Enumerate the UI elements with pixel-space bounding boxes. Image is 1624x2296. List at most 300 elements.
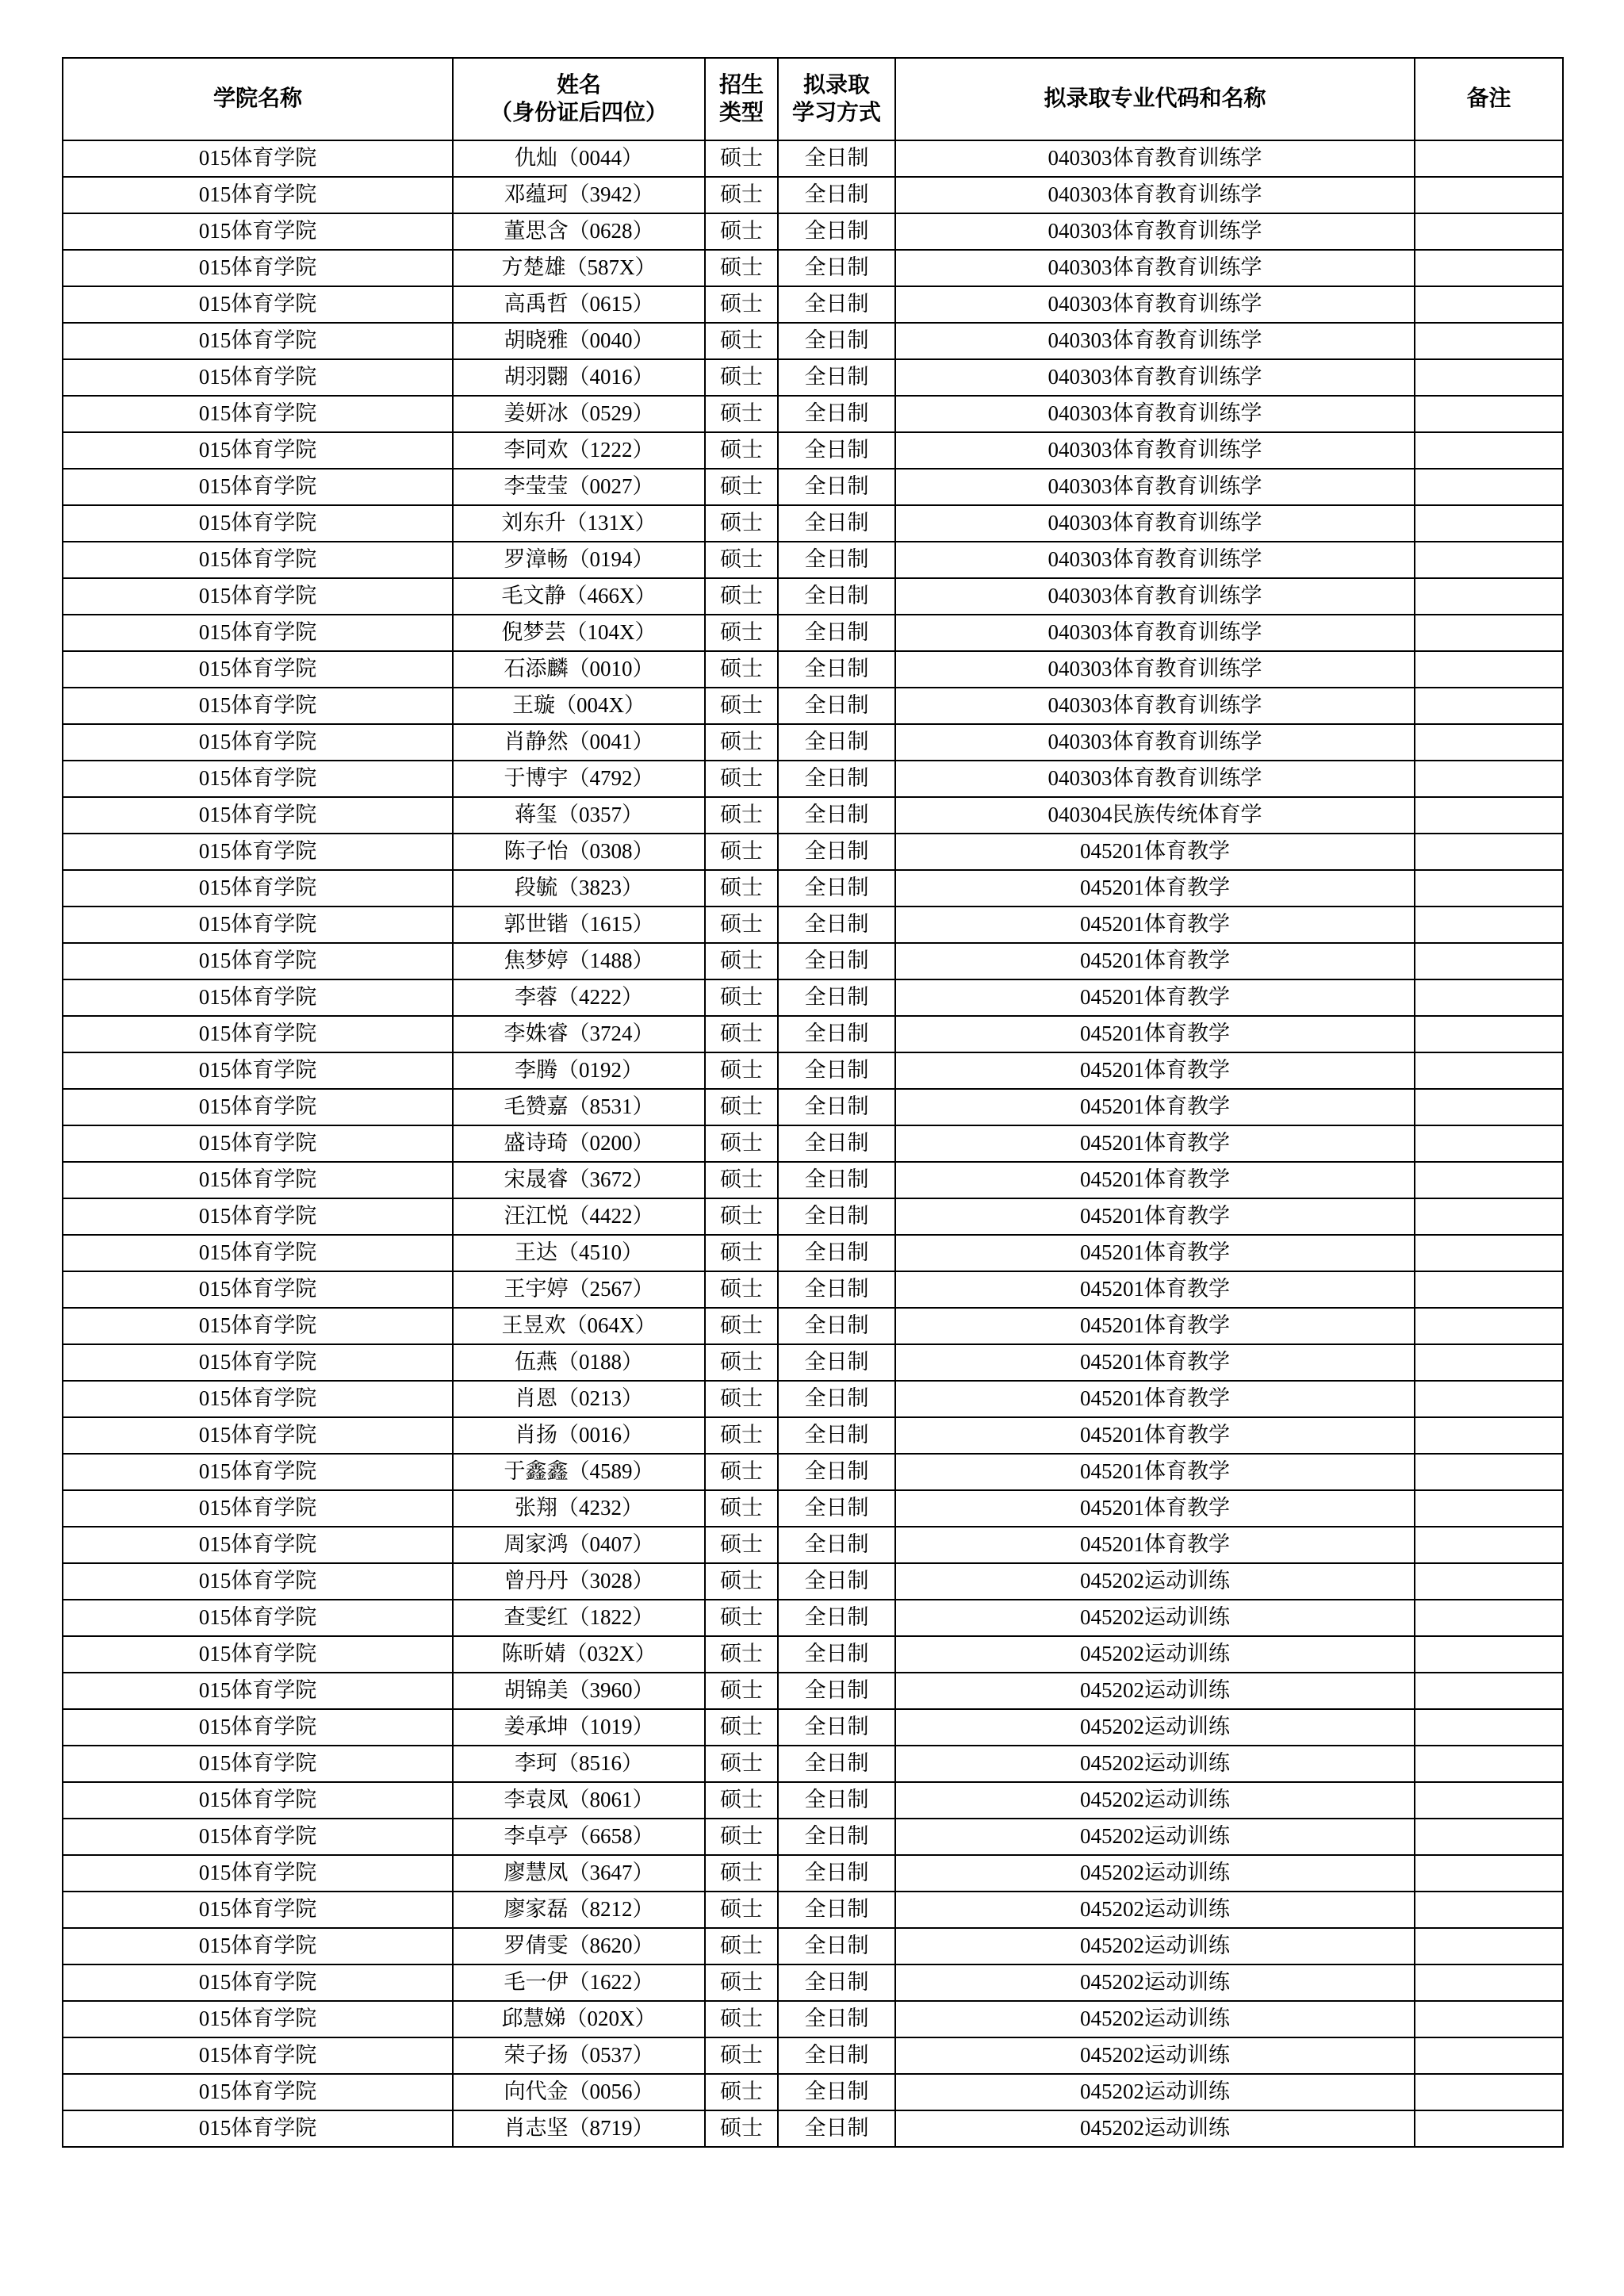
cell-name: 刘东升（131X）	[453, 505, 705, 542]
cell-type: 硕士	[705, 469, 778, 505]
cell-type: 硕士	[705, 1964, 778, 2001]
cell-name: 郭世锴（1615）	[453, 907, 705, 943]
cell-name: 姜承坤（1019）	[453, 1709, 705, 1746]
cell-name: 伍燕（0188）	[453, 1344, 705, 1381]
cell-college: 015体育学院	[63, 943, 453, 979]
cell-major: 040303体育教育训练学	[895, 286, 1415, 323]
cell-major: 045201体育教学	[895, 1381, 1415, 1417]
cell-mode: 全日制	[778, 724, 895, 761]
cell-remark	[1415, 1089, 1563, 1125]
cell-type: 硕士	[705, 432, 778, 469]
cell-type: 硕士	[705, 542, 778, 578]
cell-type: 硕士	[705, 1527, 778, 1563]
table-row	[63, 1490, 1563, 1527]
cell-name: 张翔（4232）	[453, 1490, 705, 1527]
cell-remark	[1415, 1709, 1563, 1746]
cell-remark	[1415, 213, 1563, 250]
cell-major: 045202运动训练	[895, 1673, 1415, 1709]
table-row	[63, 1782, 1563, 1819]
cell-college: 015体育学院	[63, 1016, 453, 1052]
cell-major: 045201体育教学	[895, 1089, 1415, 1125]
cell-name: 罗漳畅（0194）	[453, 542, 705, 578]
cell-mode: 全日制	[778, 578, 895, 615]
cell-college: 015体育学院	[63, 250, 453, 286]
table-row	[63, 140, 1563, 177]
table-row	[63, 1746, 1563, 1782]
cell-type: 硕士	[705, 1673, 778, 1709]
cell-name: 李蓉（4222）	[453, 979, 705, 1016]
cell-major: 045202运动训练	[895, 1892, 1415, 1928]
cell-name: 肖志坚（8719）	[453, 2110, 705, 2147]
cell-major: 040303体育教育训练学	[895, 724, 1415, 761]
cell-major: 045202运动训练	[895, 1855, 1415, 1892]
cell-name: 毛一伊（1622）	[453, 1964, 705, 2001]
cell-mode: 全日制	[778, 1892, 895, 1928]
cell-college: 015体育学院	[63, 797, 453, 834]
cell-name: 罗倩雯（8620）	[453, 1928, 705, 1964]
cell-type: 硕士	[705, 1490, 778, 1527]
cell-type: 硕士	[705, 1125, 778, 1162]
cell-remark	[1415, 1198, 1563, 1235]
cell-name: 肖扬（0016）	[453, 1417, 705, 1454]
cell-name: 倪梦芸（104X）	[453, 615, 705, 651]
cell-name: 陈子怡（0308）	[453, 834, 705, 870]
cell-name: 王达（4510）	[453, 1235, 705, 1271]
cell-college: 015体育学院	[63, 651, 453, 688]
cell-major: 040303体育教育训练学	[895, 615, 1415, 651]
cell-college: 015体育学院	[63, 469, 453, 505]
cell-type: 硕士	[705, 1052, 778, 1089]
cell-name: 邓蕴珂（3942）	[453, 177, 705, 213]
cell-major: 040303体育教育训练学	[895, 505, 1415, 542]
cell-remark	[1415, 323, 1563, 359]
table-row	[63, 1709, 1563, 1746]
cell-type: 硕士	[705, 1928, 778, 1964]
cell-name: 段毓（3823）	[453, 870, 705, 907]
cell-major: 040303体育教育训练学	[895, 688, 1415, 724]
cell-name: 李袁凤（8061）	[453, 1782, 705, 1819]
cell-major: 045201体育教学	[895, 907, 1415, 943]
cell-major: 040303体育教育训练学	[895, 140, 1415, 177]
cell-type: 硕士	[705, 359, 778, 396]
table-row	[63, 1636, 1563, 1673]
table-row	[63, 1125, 1563, 1162]
table-row	[63, 1892, 1563, 1928]
cell-mode: 全日制	[778, 177, 895, 213]
cell-college: 015体育学院	[63, 1198, 453, 1235]
cell-type: 硕士	[705, 1892, 778, 1928]
cell-remark	[1415, 2001, 1563, 2037]
column-header-type-line1: 招生	[718, 73, 764, 98]
cell-name: 查雯红（1822）	[453, 1600, 705, 1636]
cell-mode: 全日制	[778, 1782, 895, 1819]
cell-type: 硕士	[705, 834, 778, 870]
cell-college: 015体育学院	[63, 870, 453, 907]
cell-major: 045201体育教学	[895, 1344, 1415, 1381]
cell-mode: 全日制	[778, 1417, 895, 1454]
cell-college: 015体育学院	[63, 761, 453, 797]
cell-mode: 全日制	[778, 834, 895, 870]
cell-type: 硕士	[705, 1782, 778, 1819]
cell-college: 015体育学院	[63, 323, 453, 359]
table-row	[63, 1235, 1563, 1271]
cell-name: 董思含（0628）	[453, 213, 705, 250]
table-row	[63, 396, 1563, 432]
cell-mode: 全日制	[778, 1928, 895, 1964]
cell-type: 硕士	[705, 578, 778, 615]
cell-college: 015体育学院	[63, 2074, 453, 2110]
cell-remark	[1415, 724, 1563, 761]
cell-mode: 全日制	[778, 1527, 895, 1563]
cell-remark	[1415, 1235, 1563, 1271]
column-header-name-line2: （身份证后四位）	[489, 101, 668, 125]
cell-name: 高禹哲（0615）	[453, 286, 705, 323]
cell-mode: 全日制	[778, 1125, 895, 1162]
cell-college: 015体育学院	[63, 1125, 453, 1162]
column-header-type-line2: 类型	[718, 101, 764, 125]
cell-remark	[1415, 1563, 1563, 1600]
cell-mode: 全日制	[778, 979, 895, 1016]
cell-college: 015体育学院	[63, 396, 453, 432]
table-row	[63, 1162, 1563, 1198]
cell-major: 045202运动训练	[895, 1819, 1415, 1855]
cell-type: 硕士	[705, 2037, 778, 2074]
cell-major: 040303体育教育训练学	[895, 396, 1415, 432]
cell-major: 045201体育教学	[895, 834, 1415, 870]
cell-name: 李腾（0192）	[453, 1052, 705, 1089]
cell-college: 015体育学院	[63, 1563, 453, 1600]
cell-college: 015体育学院	[63, 505, 453, 542]
column-header-major: 拟录取专业代码和名称	[895, 58, 1415, 140]
cell-name: 廖慧凤（3647）	[453, 1855, 705, 1892]
cell-name: 向代金（0056）	[453, 2074, 705, 2110]
cell-major: 045201体育教学	[895, 870, 1415, 907]
column-header-mode	[778, 58, 895, 140]
cell-major: 045201体育教学	[895, 1527, 1415, 1563]
cell-mode: 全日制	[778, 1454, 895, 1490]
cell-mode: 全日制	[778, 1089, 895, 1125]
table-row	[63, 870, 1563, 907]
cell-type: 硕士	[705, 2074, 778, 2110]
cell-type: 硕士	[705, 1198, 778, 1235]
cell-type: 硕士	[705, 1746, 778, 1782]
cell-major: 045201体育教学	[895, 1490, 1415, 1527]
table-row	[63, 615, 1563, 651]
cell-remark	[1415, 797, 1563, 834]
cell-name: 陈昕婧（032X）	[453, 1636, 705, 1673]
cell-mode: 全日制	[778, 542, 895, 578]
cell-type: 硕士	[705, 323, 778, 359]
table-row	[63, 724, 1563, 761]
cell-type: 硕士	[705, 1271, 778, 1308]
cell-mode: 全日制	[778, 396, 895, 432]
cell-name: 曾丹丹（3028）	[453, 1563, 705, 1600]
cell-type: 硕士	[705, 979, 778, 1016]
cell-mode: 全日制	[778, 286, 895, 323]
table-row	[63, 1344, 1563, 1381]
admission-list-table	[62, 57, 1564, 2148]
cell-name: 于博宇（4792）	[453, 761, 705, 797]
cell-major: 045201体育教学	[895, 943, 1415, 979]
cell-major: 045201体育教学	[895, 1308, 1415, 1344]
table-row	[63, 651, 1563, 688]
cell-college: 015体育学院	[63, 1089, 453, 1125]
cell-type: 硕士	[705, 1417, 778, 1454]
cell-college: 015体育学院	[63, 2001, 453, 2037]
cell-remark	[1415, 578, 1563, 615]
cell-major: 045201体育教学	[895, 1125, 1415, 1162]
cell-remark	[1415, 1052, 1563, 1089]
cell-remark	[1415, 396, 1563, 432]
cell-mode: 全日制	[778, 943, 895, 979]
cell-mode: 全日制	[778, 1308, 895, 1344]
column-header-mode-line2: 学习方式	[791, 101, 881, 125]
cell-remark	[1415, 1454, 1563, 1490]
cell-remark	[1415, 1928, 1563, 1964]
cell-type: 硕士	[705, 396, 778, 432]
cell-remark	[1415, 870, 1563, 907]
cell-remark	[1415, 1527, 1563, 1563]
cell-remark	[1415, 2037, 1563, 2074]
cell-major: 045201体育教学	[895, 1198, 1415, 1235]
cell-college: 015体育学院	[63, 1052, 453, 1089]
cell-name: 石添麟（0010）	[453, 651, 705, 688]
column-header-college: 学院名称	[63, 58, 453, 140]
cell-type: 硕士	[705, 505, 778, 542]
cell-college: 015体育学院	[63, 1928, 453, 1964]
cell-mode: 全日制	[778, 1964, 895, 2001]
cell-mode: 全日制	[778, 250, 895, 286]
cell-college: 015体育学院	[63, 140, 453, 177]
cell-major: 040303体育教育训练学	[895, 651, 1415, 688]
cell-type: 硕士	[705, 250, 778, 286]
cell-type: 硕士	[705, 1381, 778, 1417]
table-row	[63, 1198, 1563, 1235]
cell-mode: 全日制	[778, 761, 895, 797]
cell-major: 045201体育教学	[895, 1052, 1415, 1089]
cell-type: 硕士	[705, 1563, 778, 1600]
cell-college: 015体育学院	[63, 1746, 453, 1782]
cell-remark	[1415, 1746, 1563, 1782]
cell-name: 李珂（8516）	[453, 1746, 705, 1782]
cell-major: 045201体育教学	[895, 1162, 1415, 1198]
cell-remark	[1415, 250, 1563, 286]
cell-mode: 全日制	[778, 1490, 895, 1527]
table-row	[63, 1563, 1563, 1600]
table-header-row	[63, 58, 1563, 140]
table-row	[63, 250, 1563, 286]
cell-mode: 全日制	[778, 359, 895, 396]
cell-college: 015体育学院	[63, 1162, 453, 1198]
table-row	[63, 1819, 1563, 1855]
table-row	[63, 578, 1563, 615]
table-row	[63, 359, 1563, 396]
cell-major: 045202运动训练	[895, 1964, 1415, 2001]
cell-name: 方楚雄（587X）	[453, 250, 705, 286]
cell-remark	[1415, 1855, 1563, 1892]
cell-remark	[1415, 1271, 1563, 1308]
cell-remark	[1415, 1964, 1563, 2001]
table-row	[63, 2037, 1563, 2074]
cell-mode: 全日制	[778, 1162, 895, 1198]
cell-type: 硕士	[705, 1235, 778, 1271]
cell-college: 015体育学院	[63, 1892, 453, 1928]
cell-major: 045201体育教学	[895, 1235, 1415, 1271]
cell-major: 045202运动训练	[895, 1782, 1415, 1819]
cell-remark	[1415, 1819, 1563, 1855]
cell-major: 040303体育教育训练学	[895, 359, 1415, 396]
cell-mode: 全日制	[778, 797, 895, 834]
cell-college: 015体育学院	[63, 1600, 453, 1636]
table-row	[63, 1089, 1563, 1125]
cell-name: 周家鸿（0407）	[453, 1527, 705, 1563]
cell-type: 硕士	[705, 1089, 778, 1125]
cell-mode: 全日制	[778, 432, 895, 469]
table-row	[63, 979, 1563, 1016]
cell-college: 015体育学院	[63, 1381, 453, 1417]
cell-mode: 全日制	[778, 1819, 895, 1855]
cell-type: 硕士	[705, 651, 778, 688]
cell-mode: 全日制	[778, 323, 895, 359]
cell-type: 硕士	[705, 2110, 778, 2147]
cell-name: 汪江悦（4422）	[453, 1198, 705, 1235]
cell-type: 硕士	[705, 615, 778, 651]
cell-remark	[1415, 761, 1563, 797]
cell-college: 015体育学院	[63, 578, 453, 615]
cell-major: 040303体育教育训练学	[895, 542, 1415, 578]
cell-mode: 全日制	[778, 2001, 895, 2037]
cell-mode: 全日制	[778, 1344, 895, 1381]
table-row	[63, 1417, 1563, 1454]
table-row	[63, 2001, 1563, 2037]
cell-college: 015体育学院	[63, 359, 453, 396]
cell-major: 045201体育教学	[895, 1271, 1415, 1308]
cell-type: 硕士	[705, 1454, 778, 1490]
cell-college: 015体育学院	[63, 213, 453, 250]
cell-name: 姜妍冰（0529）	[453, 396, 705, 432]
cell-remark	[1415, 140, 1563, 177]
cell-college: 015体育学院	[63, 979, 453, 1016]
cell-college: 015体育学院	[63, 1454, 453, 1490]
cell-major: 045201体育教学	[895, 1016, 1415, 1052]
cell-college: 015体育学院	[63, 1855, 453, 1892]
table-row	[63, 1928, 1563, 1964]
cell-remark	[1415, 1162, 1563, 1198]
cell-mode: 全日制	[778, 1198, 895, 1235]
cell-type: 硕士	[705, 2001, 778, 2037]
cell-type: 硕士	[705, 1636, 778, 1673]
cell-remark	[1415, 1892, 1563, 1928]
cell-mode: 全日制	[778, 1636, 895, 1673]
cell-college: 015体育学院	[63, 1964, 453, 2001]
table-row	[63, 834, 1563, 870]
cell-type: 硕士	[705, 1600, 778, 1636]
cell-name: 李同欢（1222）	[453, 432, 705, 469]
cell-mode: 全日制	[778, 1381, 895, 1417]
cell-major: 040303体育教育训练学	[895, 213, 1415, 250]
cell-college: 015体育学院	[63, 615, 453, 651]
cell-mode: 全日制	[778, 213, 895, 250]
table-row	[63, 1271, 1563, 1308]
table-row	[63, 907, 1563, 943]
table-row	[63, 2074, 1563, 2110]
cell-college: 015体育学院	[63, 1417, 453, 1454]
cell-name: 廖家磊（8212）	[453, 1892, 705, 1928]
table-row	[63, 1454, 1563, 1490]
table-row	[63, 1673, 1563, 1709]
cell-college: 015体育学院	[63, 1308, 453, 1344]
cell-remark	[1415, 1490, 1563, 1527]
cell-mode: 全日制	[778, 2037, 895, 2074]
cell-college: 015体育学院	[63, 1636, 453, 1673]
cell-remark	[1415, 907, 1563, 943]
cell-type: 硕士	[705, 1308, 778, 1344]
cell-mode: 全日制	[778, 1271, 895, 1308]
cell-remark	[1415, 1600, 1563, 1636]
table-row	[63, 943, 1563, 979]
table-row	[63, 469, 1563, 505]
cell-name: 胡晓雅（0040）	[453, 323, 705, 359]
cell-name: 胡锦美（3960）	[453, 1673, 705, 1709]
table-row	[63, 797, 1563, 834]
cell-college: 015体育学院	[63, 1344, 453, 1381]
table-row	[63, 1381, 1563, 1417]
cell-mode: 全日制	[778, 1600, 895, 1636]
table-row	[63, 542, 1563, 578]
cell-type: 硕士	[705, 797, 778, 834]
cell-remark	[1415, 1344, 1563, 1381]
cell-name: 焦梦婷（1488）	[453, 943, 705, 979]
cell-college: 015体育学院	[63, 1782, 453, 1819]
cell-remark	[1415, 2074, 1563, 2110]
table-row	[63, 1016, 1563, 1052]
cell-name: 肖恩（0213）	[453, 1381, 705, 1417]
cell-major: 045202运动训练	[895, 2001, 1415, 2037]
table-row	[63, 177, 1563, 213]
table-row	[63, 1855, 1563, 1892]
cell-type: 硕士	[705, 140, 778, 177]
cell-remark	[1415, 505, 1563, 542]
cell-type: 硕士	[705, 1709, 778, 1746]
cell-type: 硕士	[705, 943, 778, 979]
table-row	[63, 432, 1563, 469]
cell-college: 015体育学院	[63, 1673, 453, 1709]
cell-college: 015体育学院	[63, 1819, 453, 1855]
cell-remark	[1415, 615, 1563, 651]
cell-college: 015体育学院	[63, 542, 453, 578]
cell-name: 蒋玺（0357）	[453, 797, 705, 834]
table-row	[63, 505, 1563, 542]
column-header-type	[705, 58, 778, 140]
cell-mode: 全日制	[778, 688, 895, 724]
cell-type: 硕士	[705, 1855, 778, 1892]
cell-major: 045202运动训练	[895, 1636, 1415, 1673]
cell-mode: 全日制	[778, 1235, 895, 1271]
cell-type: 硕士	[705, 761, 778, 797]
cell-major: 045202运动训练	[895, 2110, 1415, 2147]
table-row	[63, 1964, 1563, 2001]
cell-major: 040303体育教育训练学	[895, 578, 1415, 615]
cell-mode: 全日制	[778, 1673, 895, 1709]
cell-mode: 全日制	[778, 469, 895, 505]
cell-name: 仇灿（0044）	[453, 140, 705, 177]
cell-remark	[1415, 1016, 1563, 1052]
cell-remark	[1415, 359, 1563, 396]
cell-type: 硕士	[705, 286, 778, 323]
table-row	[63, 286, 1563, 323]
cell-major: 040303体育教育训练学	[895, 250, 1415, 286]
table-body	[63, 140, 1563, 2147]
